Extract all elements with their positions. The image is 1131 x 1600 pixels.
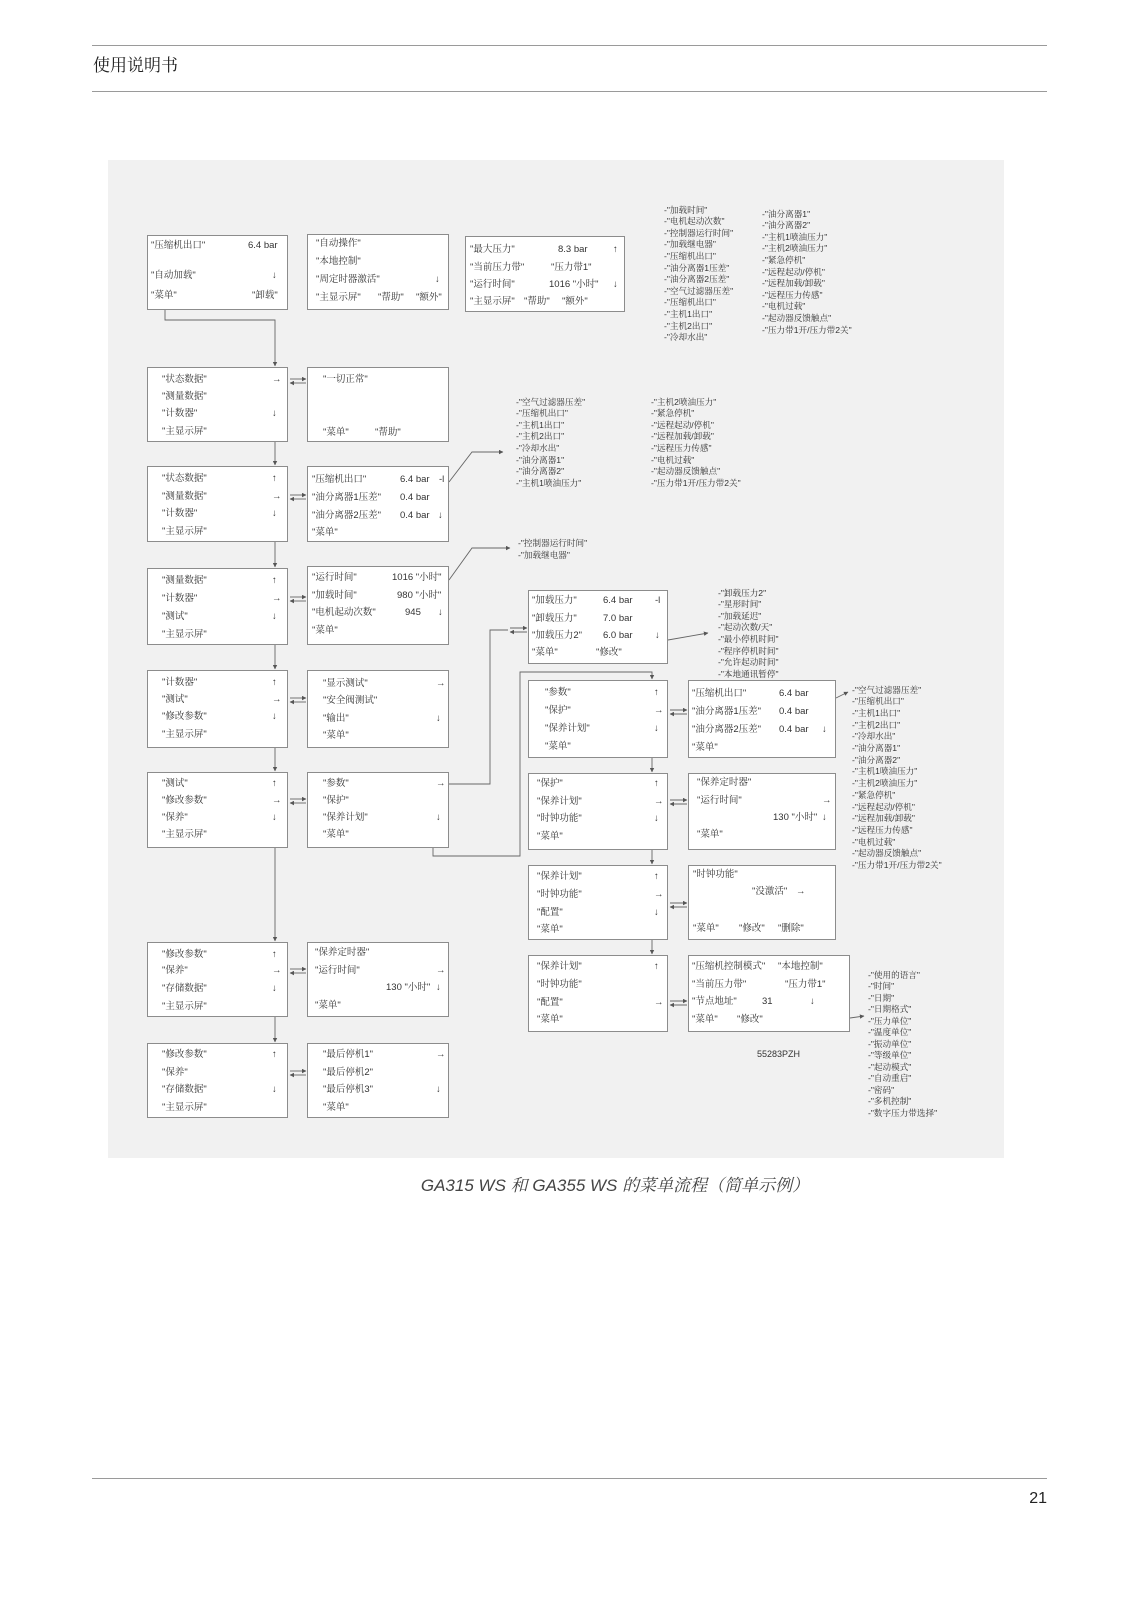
menu-text: "测试" <box>162 611 188 622</box>
scroll-indicator: → <box>654 796 664 807</box>
list-item: -"远程压力传感" <box>762 289 823 300</box>
scroll-indicator: ↑ <box>272 1049 277 1060</box>
scroll-indicator: -l <box>655 595 661 606</box>
menu-text: "额外" <box>562 296 588 307</box>
page-header-title: 使用说明书 <box>93 56 178 75</box>
menu-text: "节点地址" <box>692 996 737 1007</box>
menu-text: "保护" <box>323 795 349 806</box>
menu-screen-box <box>528 773 668 850</box>
scroll-indicator: → <box>654 705 664 716</box>
scroll-indicator: → <box>822 795 832 806</box>
list-item: -"主机1喷油压力" <box>762 231 828 242</box>
list-item: -"主机1喷油压力" <box>516 477 582 488</box>
menu-screen-box <box>307 1043 449 1118</box>
scroll-indicator: → <box>436 678 446 689</box>
menu-text: "存储数据" <box>162 983 207 994</box>
menu-text: "计数器" <box>162 677 198 688</box>
menu-screen-box <box>307 234 449 310</box>
menu-text: "删除" <box>778 923 804 934</box>
menu-text: "运行时间" <box>312 572 357 583</box>
menu-text: "修改参数" <box>162 1049 207 1060</box>
list-item: -"加载时间" <box>664 204 708 215</box>
menu-text: "运行时间" <box>470 279 515 290</box>
menu-text: 0.4 bar <box>779 706 809 717</box>
menu-text: "计数器" <box>162 508 198 519</box>
menu-text: 945 <box>405 607 421 618</box>
scroll-indicator: ↓ <box>655 630 660 641</box>
menu-text: "加载时间" <box>312 590 357 601</box>
list-item: -"加载延迟" <box>718 610 762 621</box>
menu-text: "存储数据" <box>162 1084 207 1095</box>
menu-text: "菜单" <box>537 831 563 842</box>
menu-screen-box <box>147 942 288 1017</box>
menu-screen-box <box>528 865 668 940</box>
menu-text: "菜单" <box>532 647 558 658</box>
menu-text: "时钟功能" <box>693 869 738 880</box>
menu-text: "加载压力2" <box>532 630 583 641</box>
menu-text: "修改参数" <box>162 711 207 722</box>
menu-text: "帮助" <box>524 296 550 307</box>
list-item: -"油分离器2" <box>762 220 811 231</box>
menu-text: "菜单" <box>693 923 719 934</box>
scroll-indicator: ↓ <box>810 996 815 1007</box>
scroll-indicator: → <box>796 886 806 897</box>
menu-text: "压缩机出口" <box>312 474 367 485</box>
list-item: -"压力带1开/压力带2关" <box>852 860 942 870</box>
menu-text: "当前压力带" <box>692 979 747 990</box>
menu-screen-box <box>688 955 850 1032</box>
scroll-indicator: ↓ <box>822 724 827 735</box>
list-item: -"控制器运行时间" <box>664 227 734 238</box>
menu-text: "保养" <box>162 1067 188 1078</box>
menu-text: "油分离器1压差" <box>692 706 762 717</box>
scroll-indicator: → <box>436 778 446 789</box>
menu-text: "卸载" <box>252 290 278 301</box>
scroll-indicator: ↓ <box>654 813 659 824</box>
menu-text: "菜单" <box>312 625 338 636</box>
list-item: -"起动次数/天" <box>718 622 773 633</box>
scroll-indicator: → <box>272 795 282 806</box>
list-item: -"密码" <box>868 1084 895 1095</box>
scroll-indicator: → <box>654 997 664 1008</box>
menu-text: 0.4 bar <box>400 510 430 521</box>
menu-screen-box <box>147 670 288 748</box>
menu-screen-box <box>465 236 625 312</box>
list-item: -"时间" <box>868 981 895 991</box>
menu-text: "测试" <box>162 694 188 705</box>
menu-text: 6.4 bar <box>248 240 278 251</box>
list-item: -"日期" <box>868 992 895 1003</box>
menu-text: "主显示屏" <box>162 1102 207 1113</box>
figure-caption: GA315 WS 和 GA355 WS 的菜单流程（简单示例） <box>420 1176 810 1195</box>
scroll-indicator: ↓ <box>822 812 827 823</box>
menu-text: "输出" <box>323 713 349 724</box>
menu-screen-box <box>147 568 288 645</box>
menu-text: "电机起动次数" <box>312 607 376 618</box>
scroll-indicator: ↑ <box>272 473 277 484</box>
menu-screen-box <box>307 367 449 442</box>
menu-text: "时钟功能" <box>537 813 582 824</box>
menu-text: "压缩机出口" <box>692 688 747 699</box>
menu-screen-box <box>688 865 836 940</box>
scroll-indicator: ↓ <box>438 510 443 521</box>
list-item: -"油分离器1" <box>762 208 811 219</box>
list-item: -"压缩机出口" <box>664 297 716 308</box>
scroll-indicator: ↓ <box>436 1084 441 1095</box>
header-bottom-rule <box>92 91 1047 92</box>
menu-text: "保养计划" <box>537 961 582 972</box>
menu-text: 130 "小时" <box>773 812 818 823</box>
list-item: -"起动模式" <box>868 1061 912 1072</box>
list-item: -"冷却水出" <box>516 442 560 453</box>
scroll-indicator: ↑ <box>654 871 659 882</box>
scroll-indicator: ↓ <box>438 607 443 618</box>
menu-text: "最后停机3" <box>323 1084 374 1095</box>
menu-text: "保养定时器" <box>697 777 752 788</box>
menu-text: "油分离器2压差" <box>692 724 762 735</box>
list-item: -"压缩机出口" <box>664 250 716 261</box>
list-item: -"压力带1开/压力带2关" <box>651 477 741 488</box>
menu-text: "配置" <box>537 907 563 918</box>
list-item: -"日期格式" <box>868 1004 912 1014</box>
scroll-indicator: ↓ <box>272 1084 277 1095</box>
menu-text: "时钟功能" <box>537 889 582 900</box>
list-item: -"卸载压力2" <box>718 587 767 598</box>
list-item: -"空气过滤器压差" <box>664 285 734 296</box>
menu-text: "保护" <box>545 705 571 716</box>
menu-text: "状态数据" <box>162 374 207 385</box>
scroll-indicator: ↓ <box>272 408 277 419</box>
menu-text: "运行时间" <box>315 965 360 976</box>
menu-screen-box <box>147 235 288 310</box>
menu-text: 6.4 bar <box>400 474 430 485</box>
list-item: -"主机1出口" <box>852 707 901 718</box>
menu-text: "修改" <box>596 647 622 658</box>
menu-text: "一切正常" <box>323 374 368 385</box>
list-item: -"紧急停机" <box>852 789 896 800</box>
menu-text: "测量数据" <box>162 575 207 586</box>
menu-text: "压缩机控制模式" <box>692 961 766 972</box>
scroll-indicator: ↓ <box>435 274 440 285</box>
menu-screen-box <box>528 955 668 1032</box>
menu-screen-box <box>147 367 288 442</box>
menu-text: "主显示屏" <box>162 426 207 437</box>
scroll-indicator: → <box>654 889 664 900</box>
menu-text: 8.3 bar <box>558 244 588 255</box>
list-item: -"起动器反馈触点" <box>852 848 922 859</box>
menu-text: 7.0 bar <box>603 613 633 624</box>
list-item: -"空气过滤器压差" <box>852 684 922 695</box>
menu-screen-box <box>688 680 836 758</box>
list-item: -"主机2出口" <box>516 431 565 442</box>
menu-text: "压力带1" <box>785 979 826 990</box>
scroll-indicator: ↓ <box>272 611 277 622</box>
menu-text: "运行时间" <box>697 795 742 806</box>
menu-text: "主显示屏" <box>162 629 207 640</box>
menu-text: "菜单" <box>323 829 349 840</box>
list-item: -"加载继电器" <box>664 239 716 250</box>
scroll-indicator: → <box>272 965 282 976</box>
list-item: -"压力单位" <box>868 1015 912 1026</box>
menu-text: "本地控制" <box>778 961 823 972</box>
list-item: -"自动重启" <box>868 1073 912 1083</box>
menu-text: "没激活" <box>752 886 788 897</box>
list-item: -"压缩机出口" <box>852 696 904 707</box>
scroll-indicator: ↑ <box>272 949 277 960</box>
list-item: -"电机过载" <box>852 836 896 847</box>
menu-text: 0.4 bar <box>779 724 809 735</box>
scroll-indicator: ↓ <box>436 982 441 993</box>
list-item: -"程序停机时间" <box>718 645 779 656</box>
list-item: -"油分离器2" <box>852 754 901 765</box>
menu-text: 6.0 bar <box>603 630 633 641</box>
menu-screen-box <box>688 773 836 850</box>
list-item: -"冷却水出" <box>664 332 708 343</box>
menu-screen-box <box>147 1043 288 1118</box>
menu-text: "主显示屏" <box>162 729 207 740</box>
menu-text: 0.4 bar <box>400 492 430 503</box>
menu-screen-box <box>147 772 288 848</box>
scroll-indicator: ↓ <box>654 907 659 918</box>
list-item: -"起动器反馈触点" <box>651 466 721 477</box>
menu-text: "最大压力" <box>470 244 515 255</box>
menu-text: 31 <box>762 996 773 1007</box>
menu-text: "修改参数" <box>162 949 207 960</box>
menu-text: "测试" <box>162 778 188 789</box>
list-item: -"等级单位" <box>868 1050 912 1060</box>
list-item: -"紧急停机" <box>762 254 806 265</box>
scroll-indicator: ↑ <box>654 687 659 698</box>
list-item: -"振动单位" <box>868 1038 912 1049</box>
menu-text: "主显示屏" <box>162 526 207 537</box>
list-item: -"油分离器2" <box>516 466 565 477</box>
scroll-indicator: ↑ <box>272 778 277 789</box>
menu-screen-box <box>307 772 449 848</box>
scroll-indicator: ↓ <box>272 983 277 994</box>
menu-text: "最后停机2" <box>323 1067 374 1078</box>
menu-text: "保养计划" <box>537 796 582 807</box>
menu-screen-box <box>528 680 668 758</box>
list-item: -"空气过滤器压差" <box>516 396 586 407</box>
menu-screen-box <box>147 466 288 542</box>
menu-screen-box <box>307 942 449 1017</box>
list-item: -"远程加载/卸载" <box>651 431 714 442</box>
menu-text: "配置" <box>537 997 563 1008</box>
menu-text: "菜单" <box>537 1014 563 1025</box>
list-item: -"电机过载" <box>762 301 806 312</box>
menu-text: 980 "小时" <box>397 590 442 601</box>
menu-text: "压缩机出口" <box>151 240 206 251</box>
scroll-indicator: -l <box>439 474 445 485</box>
list-item: -"温度单位" <box>868 1027 912 1037</box>
menu-text: "计数器" <box>162 408 198 419</box>
list-item: -"主机1出口" <box>664 308 713 319</box>
scroll-indicator: ↑ <box>613 244 618 255</box>
menu-text: 1016 "小时" <box>392 572 442 583</box>
list-item: -"远程起动/停机" <box>762 266 825 277</box>
list-item: -"油分离器1压差" <box>664 262 730 273</box>
menu-text: "主显示屏" <box>316 292 361 303</box>
list-item: -"电机起动次数" <box>664 216 725 227</box>
header-top-rule <box>92 45 1047 46</box>
scroll-indicator: → <box>272 491 282 502</box>
menu-text: "当前压力带" <box>470 262 525 273</box>
list-item: -"油分离器1" <box>852 743 901 753</box>
scroll-indicator: ↑ <box>272 677 277 688</box>
menu-text: "帮助" <box>375 427 401 438</box>
menu-text: "保养定时器" <box>315 947 370 958</box>
list-item: -"多机控制" <box>868 1096 912 1106</box>
scroll-indicator: ↓ <box>436 713 441 724</box>
menu-text: 130 "小时" <box>386 982 431 993</box>
menu-screen-box <box>307 566 449 645</box>
scroll-indicator: ↑ <box>654 961 659 972</box>
list-item: -"主机2喷油压力" <box>651 396 717 407</box>
menu-text: "菜单" <box>537 924 563 935</box>
list-item: -"压缩机出口" <box>516 408 568 419</box>
scroll-indicator: ↓ <box>613 279 618 290</box>
drawing-code: 55283PZH <box>757 1049 801 1059</box>
list-item: -"主机2喷油压力" <box>852 778 918 789</box>
list-item: -"主机2出口" <box>664 320 713 331</box>
menu-text: "保护" <box>537 778 563 789</box>
menu-text: "参数" <box>323 778 349 789</box>
menu-text: "测量数据" <box>162 491 207 502</box>
list-item: -"加载继电器" <box>518 549 570 560</box>
list-item: -"压力带1开/压力带2关" <box>762 324 852 335</box>
menu-text: "时钟功能" <box>537 979 582 990</box>
menu-text: 6.4 bar <box>779 688 809 699</box>
menu-text: "菜单" <box>323 427 349 438</box>
list-item: -"远程压力传感" <box>852 824 913 835</box>
menu-text: "保养" <box>162 965 188 976</box>
menu-text: "额外" <box>416 292 442 303</box>
menu-text: "压力带1" <box>551 262 592 273</box>
list-item: -"主机1出口" <box>516 419 565 430</box>
menu-screen-box <box>307 466 449 542</box>
menu-text: "保养计划" <box>545 723 590 734</box>
scroll-indicator: ↓ <box>654 723 659 734</box>
menu-text: "保养计划" <box>323 812 368 823</box>
scroll-indicator: ↓ <box>272 711 277 722</box>
menu-text: "主显示屏" <box>162 829 207 840</box>
list-item: -"油分离器2压差" <box>664 274 730 285</box>
list-item: -"起动器反馈触点" <box>762 312 832 323</box>
scroll-indicator: ↑ <box>272 575 277 586</box>
menu-screen-box <box>528 590 668 664</box>
list-item: -"最小停机时间" <box>718 633 779 644</box>
menu-text: "修改" <box>739 923 765 934</box>
list-item: -"星形时间" <box>718 599 762 610</box>
menu-text: "周定时器激活" <box>316 274 380 285</box>
menu-text: "菜单" <box>697 829 723 840</box>
menu-text: "参数" <box>545 687 571 698</box>
menu-text: "帮助" <box>378 292 404 303</box>
menu-text: 6.4 bar <box>603 595 633 606</box>
scroll-indicator: ↑ <box>654 778 659 789</box>
menu-text: "菜单" <box>692 1014 718 1025</box>
menu-text: "最后停机1" <box>323 1049 374 1060</box>
list-item: -"冷却水出" <box>852 731 896 742</box>
menu-text: "状态数据" <box>162 473 207 484</box>
menu-text: "油分离器1压差" <box>312 492 382 503</box>
menu-text: "计数器" <box>162 593 198 604</box>
list-item: -"主机2喷油压力" <box>762 243 828 254</box>
scroll-indicator: → <box>272 694 282 705</box>
menu-text: 1016 "小时" <box>549 279 599 290</box>
menu-text: "卸载压力" <box>532 613 577 624</box>
menu-text: "显示测试" <box>323 678 368 689</box>
menu-text: "测量数据" <box>162 391 207 402</box>
menu-text: "油分离器2压差" <box>312 510 382 521</box>
list-item: -"油分离器1" <box>516 454 565 465</box>
menu-text: "菜单" <box>312 527 338 538</box>
menu-text: "本地控制" <box>316 256 361 267</box>
scroll-indicator: → <box>436 1049 446 1060</box>
list-item: -"远程加载/卸载" <box>762 278 825 289</box>
list-item: -"主机1喷油压力" <box>852 766 918 777</box>
footer-rule <box>92 1478 1047 1479</box>
menu-text: "菜单" <box>692 742 718 753</box>
menu-screen-box <box>307 670 449 748</box>
list-item: -"允许起动时间" <box>718 657 779 668</box>
menu-text: "菜单" <box>315 1000 341 1011</box>
scroll-indicator: ↓ <box>272 508 277 519</box>
menu-text: "主显示屏" <box>470 296 515 307</box>
menu-text: "主显示屏" <box>162 1001 207 1012</box>
scroll-indicator: ↓ <box>436 812 441 823</box>
scroll-indicator: → <box>272 593 282 604</box>
list-item: -"主机2出口" <box>852 719 901 730</box>
menu-text: "保养计划" <box>537 871 582 882</box>
scroll-indicator: ↓ <box>272 270 277 281</box>
scroll-indicator: → <box>272 374 282 385</box>
scroll-indicator: → <box>436 965 446 976</box>
menu-text: "修改" <box>737 1014 763 1025</box>
menu-text: "修改参数" <box>162 795 207 806</box>
list-item: -"电机过载" <box>651 454 695 465</box>
menu-text: "保养" <box>162 812 188 823</box>
menu-text: "自动加载" <box>151 270 196 281</box>
list-item: -"远程压力传感" <box>651 442 712 453</box>
list-item: -"远程加载/卸载" <box>852 813 915 824</box>
list-item: -"控制器运行时间" <box>518 537 588 548</box>
list-item: -"使用的语言" <box>868 969 920 980</box>
menu-text: "菜单" <box>323 1102 349 1113</box>
menu-text: "菜单" <box>151 290 177 301</box>
page-number: 21 <box>1029 1490 1047 1507</box>
list-item: -"数字压力带选择" <box>868 1107 938 1118</box>
list-item: -"本地通讯暂停" <box>718 668 779 679</box>
menu-text: "自动操作" <box>316 238 361 249</box>
scroll-indicator: ↓ <box>272 812 277 823</box>
list-item: -"远程起动/停机" <box>651 419 714 430</box>
menu-text: "菜单" <box>545 741 571 752</box>
menu-text: "安全阀测试" <box>323 695 378 706</box>
list-item: -"远程起动/停机" <box>852 801 915 812</box>
menu-text: "加载压力" <box>532 595 577 606</box>
list-item: -"紧急停机" <box>651 408 695 419</box>
menu-text: "菜单" <box>323 730 349 741</box>
